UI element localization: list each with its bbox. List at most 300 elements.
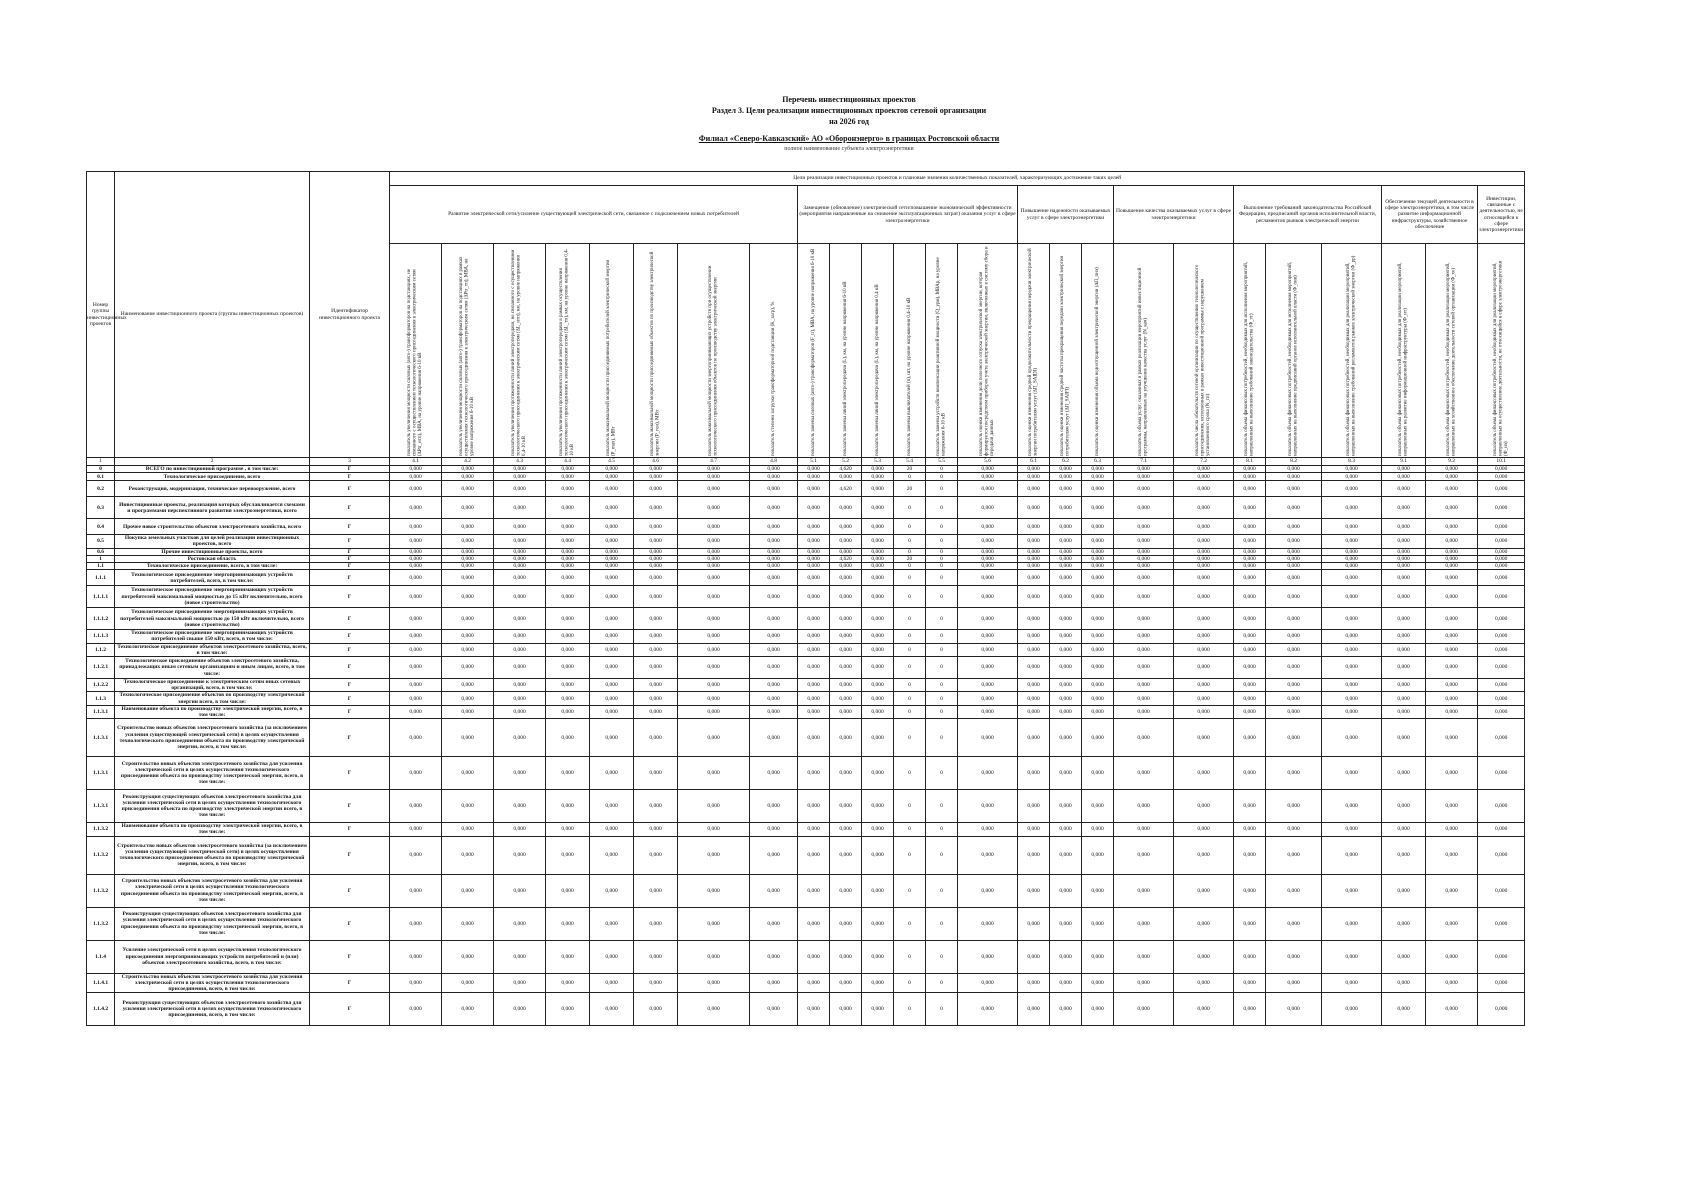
row-value: 0,000 [1018, 497, 1050, 519]
row-value: 0,000 [1114, 823, 1174, 836]
row-value: 0,000 [1266, 940, 1322, 973]
row-value: 0,000 [750, 705, 798, 718]
header-indicator [750, 244, 798, 458]
row-value: 0,000 [634, 790, 678, 823]
row-value: 0,000 [862, 823, 894, 836]
row-value: 0,000 [958, 535, 1018, 548]
row-project-name: Технологическое присоединение к электрическим сетям иных сетевых организаций, всего, в том числе: [115, 679, 310, 692]
row-value: 0,000 [590, 757, 634, 790]
row-value: 0,000 [1174, 940, 1234, 973]
row-number: 1.1.1.2 [87, 608, 115, 630]
row-value: 0,000 [1018, 555, 1050, 562]
row-project-id: Г [310, 630, 390, 643]
row-value: 0,000 [1018, 823, 1050, 836]
row-value: 0,000 [546, 823, 590, 836]
row-value: 0,000 [634, 836, 678, 874]
row-project-name: Наименование объекта по производству электрической энергии, всего, в том числе: [115, 705, 310, 718]
row-value: 0,000 [1234, 570, 1266, 586]
row-value: 0,000 [678, 940, 750, 973]
row-value: 0,000 [494, 790, 546, 823]
row-number: 1.1.4 [87, 940, 115, 973]
row-value: 0,000 [1018, 608, 1050, 630]
row-value: 0,000 [590, 586, 634, 608]
row-number: 1.1.3.1 [87, 719, 115, 757]
row-value: 0,000 [798, 692, 830, 705]
row-value: 0,000 [590, 823, 634, 836]
row-value: 0,000 [1114, 555, 1174, 562]
table-row [87, 757, 1525, 790]
row-value: 0,000 [1322, 548, 1382, 555]
row-value: 0,000 [390, 692, 442, 705]
row-value: 0 [894, 519, 926, 535]
row-value: 0,000 [798, 874, 830, 907]
row-value: 0 [894, 586, 926, 608]
row-value: 0,000 [862, 657, 894, 679]
row-value: 0,000 [1050, 705, 1082, 718]
row-value: 0,000 [678, 519, 750, 535]
row-value: 0,000 [830, 548, 862, 555]
row-value: 0,000 [862, 874, 894, 907]
row-value: 0,000 [1266, 563, 1322, 570]
row-value: 0,000 [1234, 497, 1266, 519]
row-project-name: Инвестиционные проекты, реализация которых обуславливается схемами и программами перспективного развития электроэнергетики, всего [115, 497, 310, 519]
row-value: 0,000 [830, 907, 862, 940]
row-value: 0,000 [1478, 836, 1525, 874]
column-index: 5.6 [958, 458, 1018, 466]
header-row-index [87, 458, 1525, 466]
row-value: 0,000 [1382, 497, 1426, 519]
row-value: 0,000 [678, 757, 750, 790]
row-value: 0,000 [750, 823, 798, 836]
row-value: 0 [894, 705, 926, 718]
row-value: 0,000 [1174, 692, 1234, 705]
row-value: 0,000 [590, 993, 634, 1026]
table-row [87, 973, 1525, 993]
header-goal-group: Обеспечение текущей деятельности в сфере электроэнергетики, в том числе развитие информационной инфраструктуры, хозяйственное обеспечение [1382, 186, 1478, 244]
row-value: 0,000 [1266, 643, 1322, 656]
row-value: 0,000 [634, 823, 678, 836]
row-project-id: Г [310, 497, 390, 519]
column-index: 5.3 [862, 458, 894, 466]
row-value: 0,000 [1114, 481, 1174, 497]
row-value: 0,000 [1266, 586, 1322, 608]
row-value: 0,000 [590, 790, 634, 823]
row-value: 0,000 [1382, 570, 1426, 586]
row-value: 0,000 [390, 836, 442, 874]
branch-subcaption: полное наименование субъекта электроэнергетики [784, 146, 914, 152]
row-value: 0,000 [958, 836, 1018, 874]
table-row [87, 497, 1525, 519]
row-value: 0,000 [1322, 535, 1382, 548]
row-value: 0 [926, 586, 958, 608]
row-value: 0,000 [1382, 973, 1426, 993]
row-number: 0.2 [87, 481, 115, 497]
row-value: 0,000 [1234, 823, 1266, 836]
row-value: 0 [926, 874, 958, 907]
row-value: 0,000 [1018, 548, 1050, 555]
row-value: 0,000 [862, 705, 894, 718]
row-value: 0,000 [958, 608, 1018, 630]
row-value: 0,000 [862, 993, 894, 1026]
row-value: 0,000 [1382, 907, 1426, 940]
row-value: 0,000 [1234, 466, 1266, 473]
column-index: 8.3 [1322, 458, 1382, 466]
row-value: 0,000 [862, 907, 894, 940]
header-indicator [926, 244, 958, 458]
row-value: 0,000 [798, 535, 830, 548]
row-value: 0,000 [1478, 993, 1525, 1026]
row-value: 0,000 [798, 563, 830, 570]
row-value: 0,000 [390, 679, 442, 692]
row-value: 0,000 [494, 466, 546, 473]
row-value: 0,000 [1174, 836, 1234, 874]
row-value: 0,000 [1114, 570, 1174, 586]
row-value: 0,000 [1266, 608, 1322, 630]
row-project-name: Реконструкция, модернизация, техническое перевооружение, всего [115, 481, 310, 497]
row-value: 0,000 [1426, 692, 1478, 705]
row-value: 0,000 [1114, 473, 1174, 481]
row-value: 0,000 [750, 757, 798, 790]
row-value: 0,000 [862, 473, 894, 481]
row-value: 0,000 [1382, 705, 1426, 718]
row-number: 1.1.2 [87, 643, 115, 656]
row-value: 0,000 [1174, 519, 1234, 535]
row-value: 0,000 [546, 473, 590, 481]
column-index: 5.2 [830, 458, 862, 466]
row-value: 0,000 [634, 497, 678, 519]
row-value: 0,000 [1114, 608, 1174, 630]
row-value: 0,000 [390, 757, 442, 790]
row-project-name: Ростовская область [115, 555, 310, 562]
row-value: 0,000 [1322, 519, 1382, 535]
row-value: 0,000 [958, 790, 1018, 823]
row-value: 0,000 [1322, 940, 1382, 973]
row-value: 0,000 [1174, 823, 1234, 836]
row-project-name: Прочее новое строительство объектов электросетевого хозяйства, всего [115, 519, 310, 535]
row-value: 0,000 [678, 548, 750, 555]
row-value: 0,000 [958, 466, 1018, 473]
row-project-id: Г [310, 473, 390, 481]
row-value: 0,000 [1426, 679, 1478, 692]
row-value: 0,000 [1174, 466, 1234, 473]
row-value: 0,000 [750, 692, 798, 705]
row-value: 0,000 [1018, 757, 1050, 790]
row-value: 0,000 [678, 473, 750, 481]
row-value: 0,000 [1082, 466, 1114, 473]
row-value: 0,000 [958, 907, 1018, 940]
row-value: 0,000 [958, 757, 1018, 790]
header-indicator-label: показатель замены линий электропередачи (L), км, на уровне напряжения 0,4 кВ [874, 283, 880, 456]
row-value: 0,000 [1426, 563, 1478, 570]
row-value: 0,000 [830, 657, 862, 679]
row-value: 0 [926, 679, 958, 692]
row-value: 0,000 [750, 719, 798, 757]
row-value: 0,000 [546, 608, 590, 630]
row-number: 1.1.3 [87, 692, 115, 705]
row-value: 0,000 [750, 679, 798, 692]
row-value: 0,000 [1082, 548, 1114, 555]
row-value: 0,000 [494, 570, 546, 586]
row-value: 0,000 [862, 630, 894, 643]
row-value: 0,000 [830, 705, 862, 718]
row-value: 0,000 [1082, 481, 1114, 497]
header-indicator-label: показатель объема услуг, оказанных в рамках реализации мероприятий инвестиционной программы, направленных на улучшение качества услуг (N_кач) [1137, 267, 1149, 456]
row-value: 0,000 [1266, 555, 1322, 562]
row-value: 0,000 [1082, 973, 1114, 993]
row-value: 0,000 [442, 790, 494, 823]
row-value: 0,000 [634, 874, 678, 907]
row-value: 0,000 [494, 940, 546, 973]
header-indicator [1018, 244, 1050, 458]
row-value: 0,000 [634, 466, 678, 473]
row-number: 1.1.3.2 [87, 874, 115, 907]
row-value: 0,000 [1478, 473, 1525, 481]
row-value: 0,000 [1082, 705, 1114, 718]
row-value: 0,000 [1382, 823, 1426, 836]
row-value: 0,000 [590, 481, 634, 497]
row-value: 0,000 [390, 790, 442, 823]
row-value: 0,000 [390, 519, 442, 535]
row-value: 0,000 [678, 466, 750, 473]
row-value: 0,000 [494, 563, 546, 570]
row-value: 0,000 [1266, 548, 1322, 555]
row-value: 0,000 [1266, 630, 1322, 643]
table-row [87, 940, 1525, 973]
row-value: 0 [926, 643, 958, 656]
row-value: 0,000 [862, 535, 894, 548]
header-indicator-label: показатель максимальной мощности присоединяемых потребителей электрической энергии (P_max), МВт [605, 259, 617, 456]
row-value: 0,000 [678, 973, 750, 993]
row-value: 0,000 [1174, 630, 1234, 643]
row-project-id: Г [310, 823, 390, 836]
row-value: 0,000 [678, 497, 750, 519]
row-value: 0,000 [494, 608, 546, 630]
row-value: 0,000 [1322, 719, 1382, 757]
row-value: 0,000 [1114, 657, 1174, 679]
row-value: 0,000 [1426, 823, 1478, 836]
header-indicator [590, 244, 634, 458]
table-row [87, 586, 1525, 608]
column-index: 5.4 [894, 458, 926, 466]
header-indicator [1114, 244, 1174, 458]
row-value: 0,000 [750, 657, 798, 679]
row-value: 0,000 [1382, 586, 1426, 608]
table-row [87, 705, 1525, 718]
header-indicator-label: показатель оценки изменения доли полезного отпуска электрической энергии, которая формируется посредством приборов учета электрической энергии, включенных в систему сбора и передачи данных [979, 245, 996, 456]
row-value: 0 [926, 497, 958, 519]
row-value: 0,000 [442, 519, 494, 535]
row-value: 0,000 [1174, 608, 1234, 630]
row-value: 0,000 [958, 548, 1018, 555]
row-value: 0,000 [1266, 692, 1322, 705]
row-value: 0,000 [1082, 823, 1114, 836]
row-value: 0,000 [1426, 643, 1478, 656]
row-value: 0,000 [494, 874, 546, 907]
row-number: 1 [87, 555, 115, 562]
row-value: 0,000 [750, 993, 798, 1026]
row-value: 0,000 [1114, 940, 1174, 973]
row-value: 0,000 [798, 570, 830, 586]
header-indicator-label: показатель числа обязательств сетевой организации по осуществлению технологического присоединения, исполненных в рамках инвестиционной программы с нарушением установленного срока (N_тп) [1195, 264, 1212, 456]
row-value: 0,000 [798, 608, 830, 630]
row-value: 0,000 [862, 719, 894, 757]
row-value: 0,000 [1114, 907, 1174, 940]
row-value: 0,000 [1018, 630, 1050, 643]
row-value: 0,000 [390, 481, 442, 497]
header-goals: Цели реализации инвестиционных проектов и плановые значения количественных показателей, характеризующих достижение таких целей [390, 172, 1525, 186]
row-project-name: Реконструкция существующих объектов электросетевого хозяйства для усиления электрической сети в целях осуществления технологического присоединения объекта по производству электрической энергии всего, в том числе: [115, 790, 310, 823]
row-project-id: Г [310, 874, 390, 907]
row-value: 0,000 [958, 874, 1018, 907]
row-value: 0,000 [390, 630, 442, 643]
row-value: 0,000 [1478, 563, 1525, 570]
row-number: 0.4 [87, 519, 115, 535]
row-value: 0,000 [862, 519, 894, 535]
header-indicator-label: показатель объема финансовых потребностей, необходимых для реализации мероприятий, направленных на развитие информационной инфраструктуры (Ф_ит) [1397, 262, 1409, 456]
row-value: 0,000 [830, 563, 862, 570]
row-project-name: Строительство новых объектов электросетевого хозяйства (за исключением усиления существующей электрической сети) в целях осуществления технологического присоединения объекта по производству электрической энергии, всего, в том числе: [115, 836, 310, 874]
row-value: 0,000 [1266, 570, 1322, 586]
header-indicator [1322, 244, 1382, 458]
row-number: 1.1.3.1 [87, 757, 115, 790]
header-indicator-label: показатель замены выключателей (n), шт, на уровне напряжения 0,4-10 кВ [906, 297, 912, 456]
row-value: 0,000 [546, 630, 590, 643]
row-value: 0,000 [678, 535, 750, 548]
row-value: 0 [894, 548, 926, 555]
table-row [87, 692, 1525, 705]
row-value: 0,000 [1050, 466, 1082, 473]
row-value: 0,000 [590, 497, 634, 519]
row-value: 0,000 [1478, 519, 1525, 535]
row-value: 0,000 [1426, 466, 1478, 473]
row-value: 0,000 [442, 548, 494, 555]
header-goal-group: Повышение качества оказываемых услуг в сфере электроэнергетики [1114, 186, 1234, 244]
row-value: 0,000 [862, 790, 894, 823]
row-value: 0,000 [1174, 563, 1234, 570]
row-value: 0 [894, 692, 926, 705]
row-value: 0,000 [958, 497, 1018, 519]
row-value: 0 [926, 630, 958, 643]
row-value: 0,000 [830, 823, 862, 836]
header-indicator-label: показатель объема финансовых потребностей, необходимых для реализации мероприятий, направленных на хозяйственное обеспечение деятельности сетевой организации (Ф_хо) [1445, 262, 1457, 456]
row-value: 0,000 [1050, 630, 1082, 643]
table-row [87, 836, 1525, 874]
row-value: 0,000 [1382, 608, 1426, 630]
row-project-name: Технологическое присоединение, всего [115, 473, 310, 481]
row-value: 0,000 [1322, 608, 1382, 630]
row-project-name: Прочие инвестиционные проекты, всего [115, 548, 310, 555]
row-value: 0,000 [958, 643, 1018, 656]
row-value: 0,000 [1174, 643, 1234, 656]
row-value: 0,000 [1382, 630, 1426, 643]
row-value: 0,000 [1234, 586, 1266, 608]
row-value: 0,000 [1050, 586, 1082, 608]
row-value: 0,000 [1082, 907, 1114, 940]
row-value: 0,000 [546, 563, 590, 570]
header-project-name: Наименование инвестиционного проекта (группы инвестиционных проектов) [115, 172, 310, 458]
row-value: 0,000 [634, 535, 678, 548]
header-indicator-label: показатель замены устройств компенсации реактивной мощности (Q_урм), МВАр, на уровне напряжения 6-10 кВ [935, 256, 947, 456]
row-value: 0,000 [1174, 679, 1234, 692]
row-value: 0,000 [546, 836, 590, 874]
row-value: 0,000 [1382, 993, 1426, 1026]
row-value: 0,000 [494, 836, 546, 874]
row-value: 0,000 [830, 497, 862, 519]
row-value: 0,000 [390, 608, 442, 630]
row-value: 0,000 [1050, 481, 1082, 497]
row-value: 0,000 [546, 555, 590, 562]
table-row [87, 993, 1525, 1026]
row-value: 0,000 [494, 519, 546, 535]
row-value: 0,000 [958, 705, 1018, 718]
row-value: 0 [894, 563, 926, 570]
row-value: 0,000 [798, 705, 830, 718]
row-value: 0,000 [1322, 586, 1382, 608]
row-value: 20 [894, 555, 926, 562]
row-value: 0,000 [830, 940, 862, 973]
row-project-name: Строительство новых объектов электросетевого хозяйства для усиления электрической сети в целях осуществления технологического присоединения объекта по производству электрической энергии, всего, в том числе: [115, 874, 310, 907]
row-value: 0,000 [1382, 466, 1426, 473]
row-value: 0,000 [442, 705, 494, 718]
row-value: 0,000 [1174, 790, 1234, 823]
row-value: 0,000 [390, 563, 442, 570]
row-value: 0,000 [1382, 535, 1426, 548]
table-row [87, 823, 1525, 836]
row-value: 0,000 [1114, 497, 1174, 519]
table-row [87, 719, 1525, 757]
row-value: 0,000 [862, 570, 894, 586]
row-value: 0,000 [1478, 719, 1525, 757]
row-project-id: Г [310, 692, 390, 705]
row-value: 0,000 [634, 907, 678, 940]
row-value: 0,000 [390, 643, 442, 656]
row-project-id: Г [310, 535, 390, 548]
row-value: 0,000 [442, 630, 494, 643]
row-value: 0,000 [1050, 519, 1082, 535]
row-value: 0,000 [1018, 973, 1050, 993]
row-value: 0,000 [750, 548, 798, 555]
row-value: 0,000 [1322, 679, 1382, 692]
row-value: 0 [894, 570, 926, 586]
row-value: 0,000 [1018, 466, 1050, 473]
row-value: 0,000 [1382, 643, 1426, 656]
row-value: 0,000 [678, 608, 750, 630]
row-value: 0,000 [1322, 790, 1382, 823]
row-value: 0,000 [958, 481, 1018, 497]
row-value: 0,000 [1478, 940, 1525, 973]
row-value: 0,000 [442, 481, 494, 497]
row-value: 0,000 [798, 586, 830, 608]
row-value: 0,000 [750, 519, 798, 535]
column-index: 9.2 [1426, 458, 1478, 466]
row-value: 0,000 [494, 692, 546, 705]
row-value: 0 [894, 657, 926, 679]
row-value: 0,000 [590, 692, 634, 705]
row-value: 0 [926, 563, 958, 570]
row-value: 0 [926, 657, 958, 679]
header-indicator-label: показатель увеличения мощности силовых (авто-) трансформаторов на подстанциях, не связанного с осуществлением технологического присоединения к электрическим сетям (∆Ptr_нтп), МВА, на уровне напряжения 6-10 кВ [407, 268, 424, 456]
row-value: 0,000 [590, 555, 634, 562]
row-project-id: Г [310, 555, 390, 562]
row-project-name: Наименование объекта по производству электрической энергии, всего, в том числе: [115, 823, 310, 836]
row-value: 0,000 [958, 973, 1018, 993]
row-value: 0,000 [1426, 874, 1478, 907]
row-value: 0 [926, 481, 958, 497]
row-value: 0,000 [1382, 555, 1426, 562]
row-value: 0,000 [1050, 719, 1082, 757]
row-value: 0,000 [590, 473, 634, 481]
header-indicator [390, 244, 442, 458]
